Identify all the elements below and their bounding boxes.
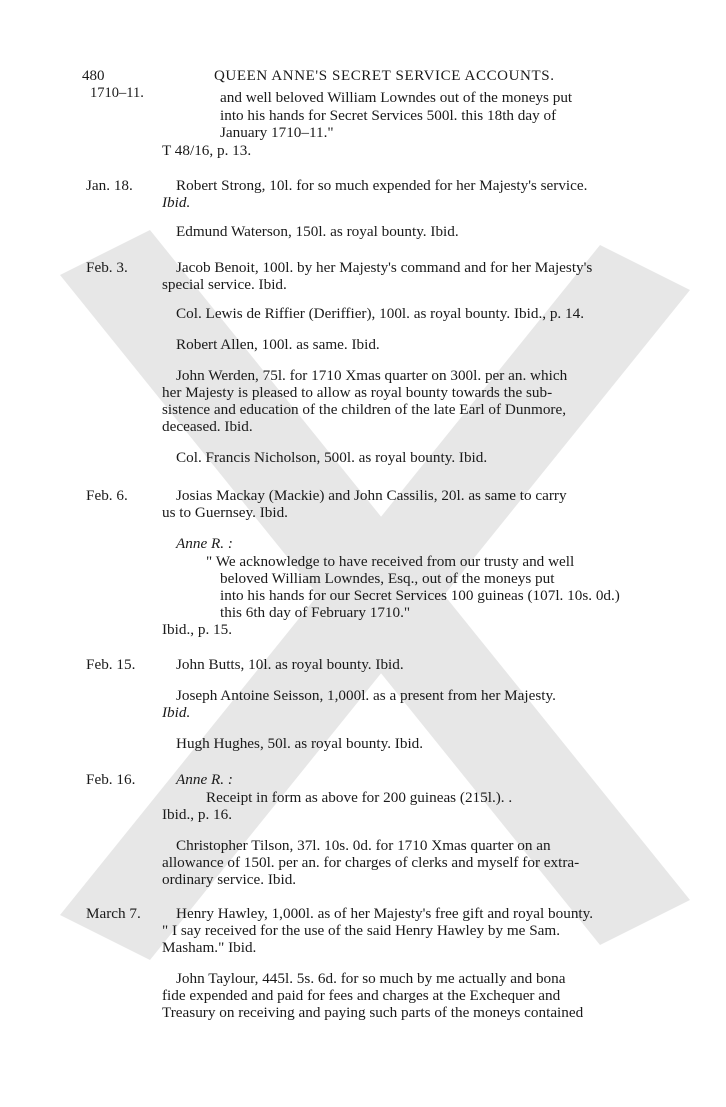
- text-line: special service. Ibid.: [162, 276, 287, 293]
- text-line: Col. Lewis de Riffier (Deriffier), 100l. as royal bounty. Ibid., p. 14.: [176, 305, 585, 322]
- text-line: Ibid., p. 16.: [162, 806, 233, 823]
- text-line: January 1710–11.": [220, 124, 334, 141]
- text-line: John Butts, 10l. as royal bounty. Ibid.: [176, 656, 404, 673]
- text-line: Josias Mackay (Mackie) and John Cassilis, 20l. as same to carry: [176, 487, 567, 504]
- text-line: John Werden, 75l. for 1710 Xmas quarter on 300l. per an. which: [176, 367, 568, 384]
- text-line: Ibid.: [162, 194, 191, 211]
- text-line: John Taylour, 445l. 5s. 6d. for so much by me actually and bona: [176, 970, 566, 987]
- text-line: Ibid.: [162, 704, 191, 721]
- entry-date: Jan. 18.: [86, 177, 133, 194]
- text-line: " I say received for the use of the said Henry Hawley by me Sam.: [162, 922, 560, 939]
- text-line: Christopher Tilson, 37l. 10s. 0d. for 1710 Xmas quarter on an: [176, 837, 551, 854]
- entry-date: Feb. 16.: [86, 771, 136, 788]
- text-line: Col. Francis Nicholson, 500l. as royal bounty. Ibid.: [176, 449, 488, 466]
- text-line: Joseph Antoine Seisson, 1,000l. as a present from her Majesty.: [176, 687, 556, 704]
- page-number: 480: [82, 68, 105, 84]
- text-line: Jacob Benoit, 100l. by her Majesty's command and for her Majesty's: [176, 259, 593, 276]
- margin-year: 1710–11.: [90, 85, 144, 101]
- text-line: fide expended and paid for fees and charges at the Exchequer and: [162, 987, 561, 1004]
- text-line: sistence and education of the children of the late Earl of Dunmore,: [162, 401, 567, 418]
- text-line: Hugh Hughes, 50l. as royal bounty. Ibid.: [176, 735, 424, 752]
- text-line: into his hands for our Secret Services 100 guineas (107l. 10s. 0d.): [220, 587, 620, 604]
- text-line: Robert Allen, 100l. as same. Ibid.: [176, 336, 380, 353]
- text-line: this 6th day of February 1710.": [220, 604, 411, 621]
- entry-date: Feb. 3.: [86, 259, 128, 276]
- text-line: into his hands for Secret Services 500l. this 18th day of: [220, 107, 557, 124]
- entry-date: Feb. 15.: [86, 656, 136, 673]
- text-line: ordinary service. Ibid.: [162, 871, 297, 888]
- text-line: Henry Hawley, 1,000l. as of her Majesty's free gift and royal bounty.: [176, 905, 594, 922]
- text-line: Edmund Waterson, 150l. as royal bounty. Ibid.: [176, 223, 459, 240]
- text-line: beloved William Lowndes, Esq., out of the moneys put: [220, 570, 555, 587]
- text-line: us to Guernsey. Ibid.: [162, 504, 288, 521]
- text-line: her Majesty is pleased to allow as royal bounty towards the sub-: [162, 384, 553, 401]
- text-line: T 48/16, p. 13.: [162, 142, 252, 159]
- entry-date: Feb. 6.: [86, 487, 128, 504]
- running-title: QUEEN ANNE'S SECRET SERVICE ACCOUNTS.: [214, 68, 555, 84]
- text-line: allowance of 150l. per an. for charges of clerks and myself for extra-: [162, 854, 580, 871]
- text-line: and well beloved William Lowndes out of the moneys put: [220, 89, 573, 106]
- text-line: Treasury on receiving and paying such parts of the moneys contained: [162, 1004, 584, 1021]
- text-line: " We acknowledge to have received from our trusty and well: [206, 553, 575, 570]
- text-line: Robert Strong, 10l. for so much expended for her Majesty's service.: [176, 177, 588, 194]
- text-line: Anne R. :: [176, 535, 233, 552]
- text-line: deceased. Ibid.: [162, 418, 253, 435]
- text-line: Receipt in form as above for 200 guineas (215l.). .: [206, 789, 513, 806]
- text-line: Anne R. :: [176, 771, 233, 788]
- entry-date: March 7.: [86, 905, 141, 922]
- text-line: Ibid., p. 15.: [162, 621, 233, 638]
- text-line: Masham." Ibid.: [162, 939, 257, 956]
